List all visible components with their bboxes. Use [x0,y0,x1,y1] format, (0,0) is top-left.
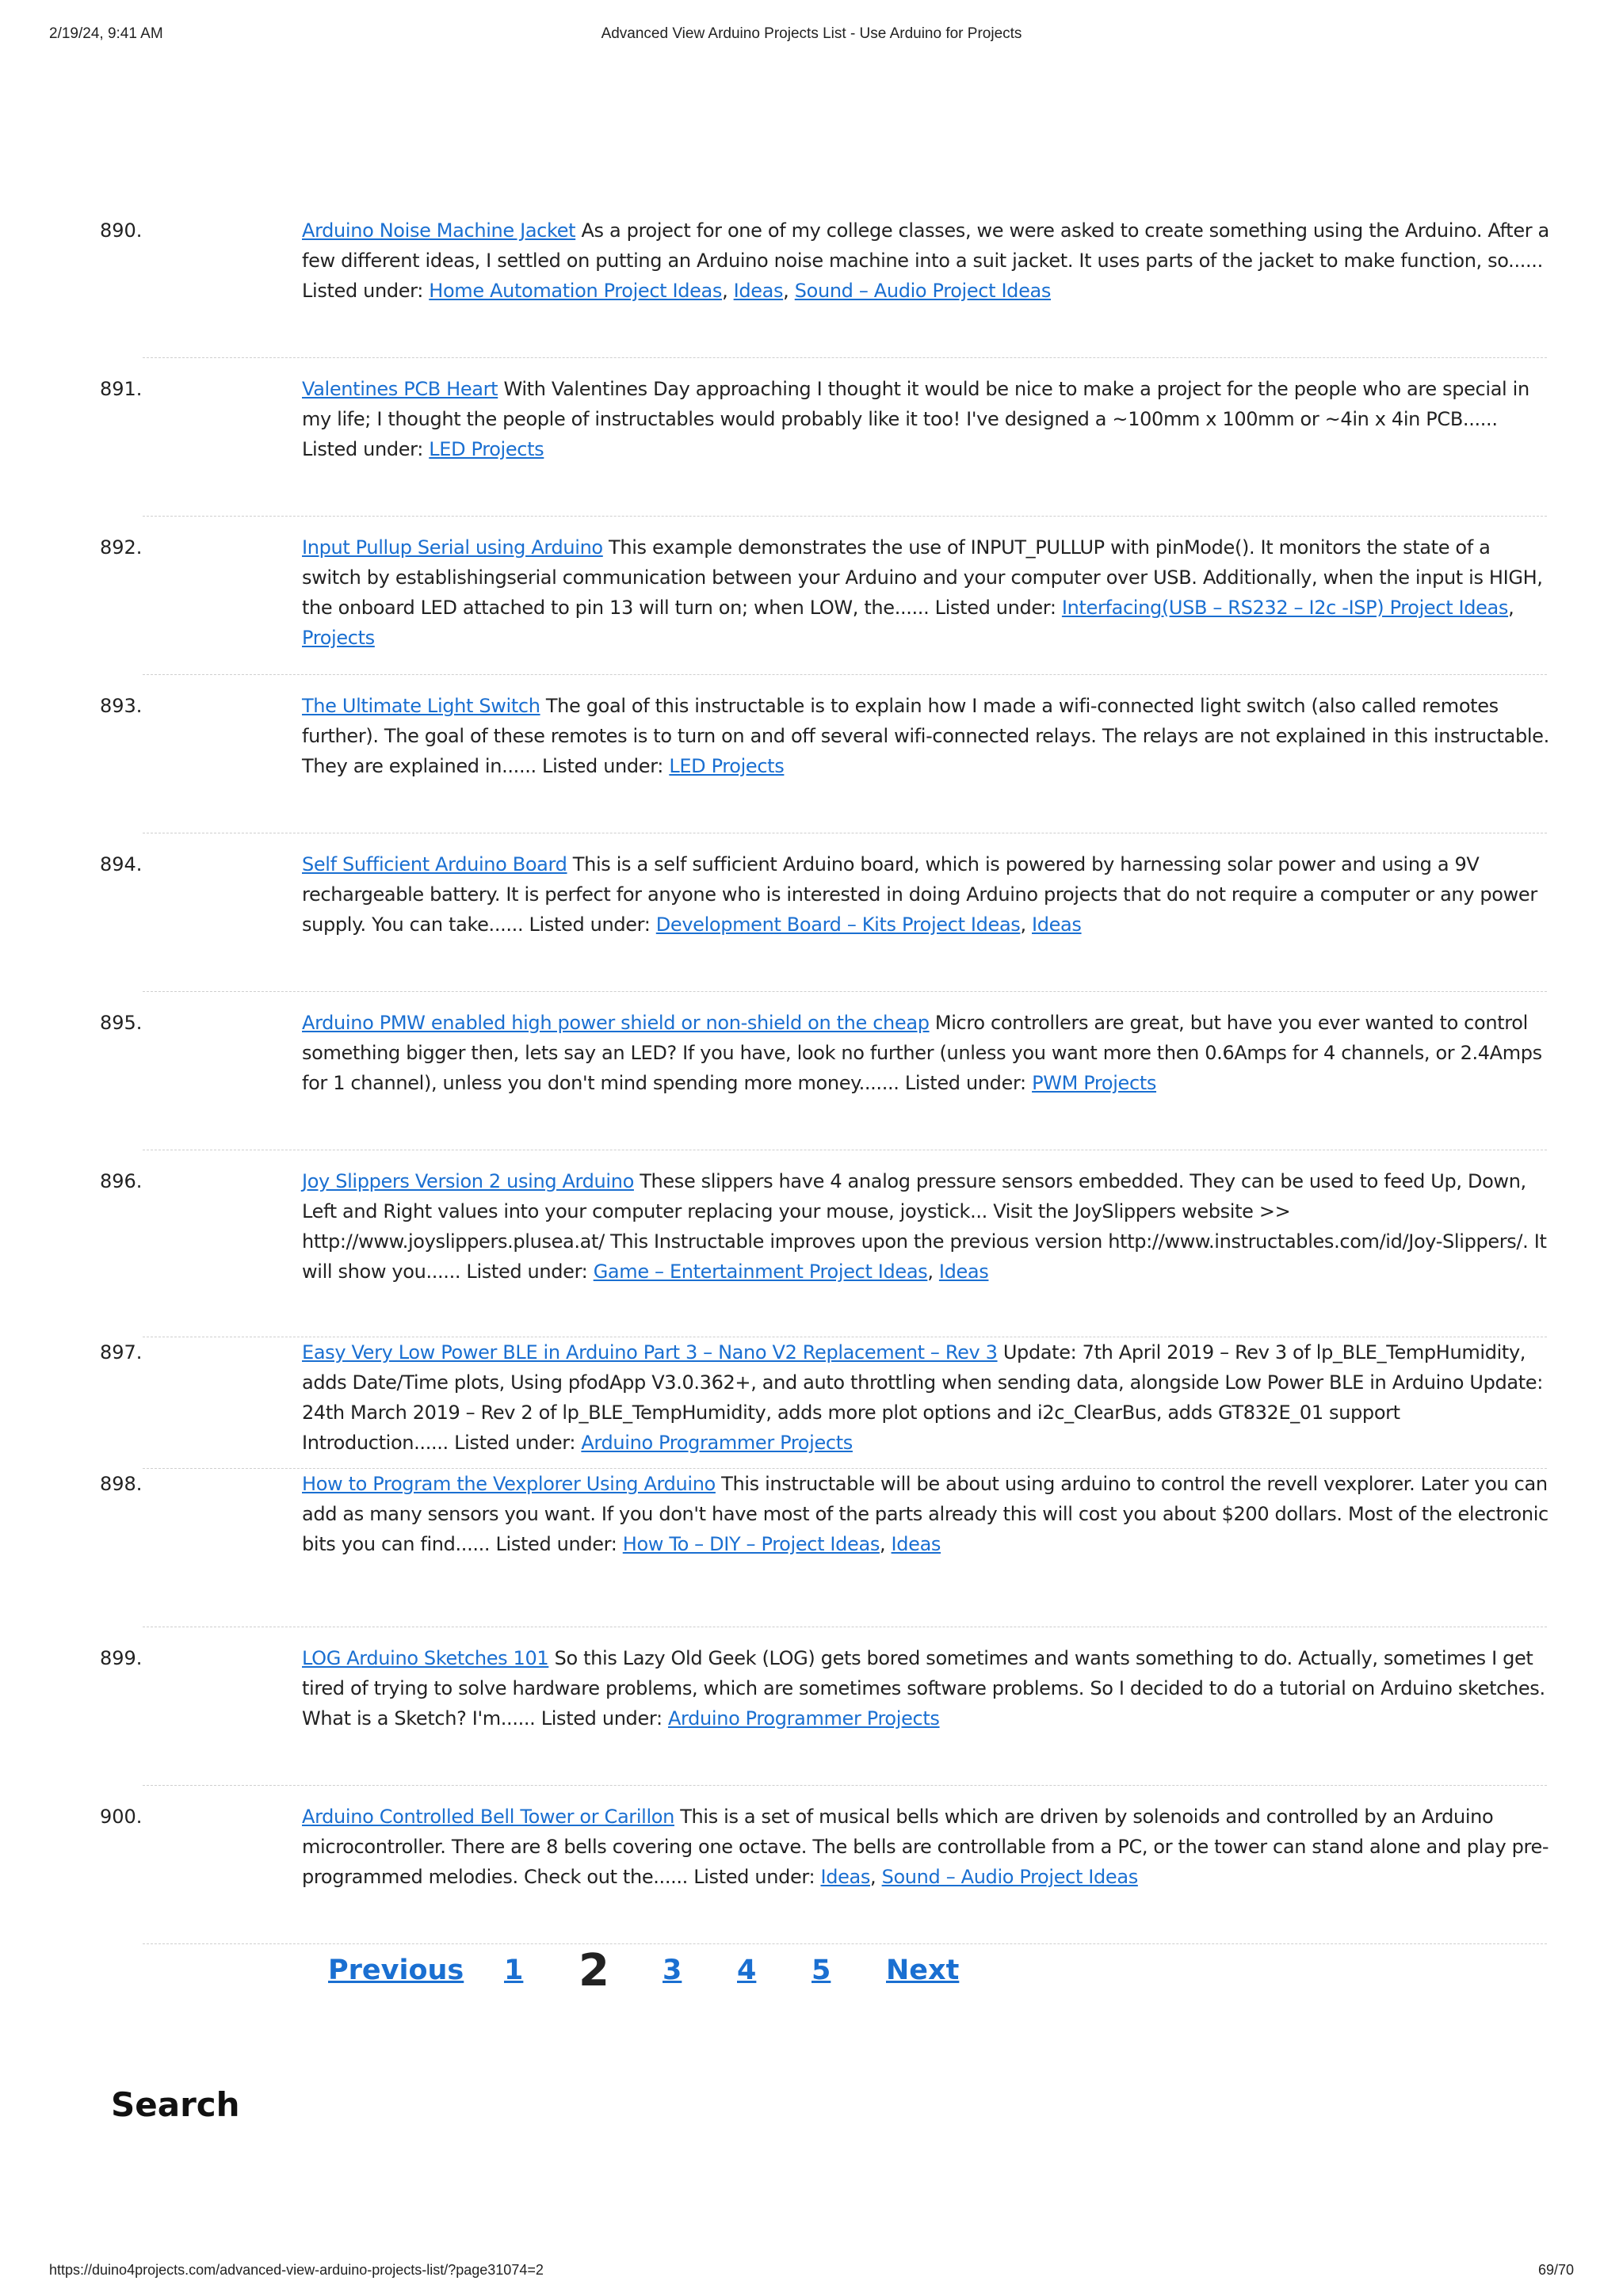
category-link[interactable]: Home Automation Project Ideas [429,280,723,302]
search-heading: Search [111,2085,240,2124]
separator [143,1943,1547,1944]
category-link[interactable]: Game – Entertainment Project Ideas [593,1261,928,1283]
category-link[interactable]: LED Projects [669,755,785,777]
item-body: Input Pullup Serial using Arduino This example demonstrates the use of INPUT_PULLUP with pinMode(). It monitors the state of a switch by establishingserial communication between your Arduino and your computer over USB. Additionally, when the input is HIGH, the onboard LED attached to pin 13 will turn on; when LOW, the...... Listed under: Interfacing(USB – RS232 – I2c -ISP) Project Ideas, Projects [302,536,1543,649]
print-footer [49,2262,1574,2286]
item-body: Arduino Noise Machine Jacket As a project for one of my college classes, we were asked to create something using the Arduino. After a few different ideas, I settled on putting an Arduino noise machine into a suit jacket. It uses parts of the jacket to make function, so...... Listed under: Home Automation Project Ideas, Ideas, Sound – Audio Project Ideas [302,219,1549,302]
category-link[interactable]: Arduino Programmer Projects [667,1707,940,1730]
item-body [302,1643,1550,1733]
category-link[interactable]: Sound – Audio Project Ideas [794,280,1051,302]
item-number: 892. [100,536,143,559]
print-page-title: Advanced View Arduino Projects List - Use Arduino for Projects [601,25,1022,42]
project-title-link[interactable]: LOG Arduino Sketches 101 [302,1647,549,1669]
list-item [0,675,1623,833]
project-title-link[interactable]: How to Program the Vexplorer Using Arduino [302,1473,716,1495]
item-number: 896. [100,1170,143,1192]
page-1-link[interactable]: 1 [504,1955,524,1986]
list-item [0,1469,1623,1627]
item-description: This is a self sufficient Arduino board, which is powered by harnessing solar power and using a 9V rechargeable battery. It is perfect for anyone who is interested in doing Arduino projects that do not require a computer or any power supply. You can take...... Listed under: [302,853,1537,936]
category-link[interactable]: LED Projects [429,438,544,460]
list-item [0,1627,1623,1786]
list-item [0,1786,1623,1944]
previous-page-link[interactable]: Previous [328,1955,464,1986]
list-item [0,517,1623,675]
list-item [0,200,1623,358]
item-body: Arduino Controlled Bell Tower or Carillon This is a set of musical bells which are driven by solenoids and controlled by an Arduino microcontroller. There are 8 bells covering one octave. The bells are controllable from a PC, or the tower can stand alone and play pre-programmed melodies. Check out the...... Listed under: Ideas, Sound – Audio Project Ideas [302,1806,1549,1888]
category-link[interactable]: Ideas [1032,913,1082,936]
item-number: 894. [100,853,143,875]
print-date: 2/19/24, 9:41 AM [49,25,163,42]
item-number: 895. [100,1012,143,1034]
project-title-link[interactable]: Arduino Controlled Bell Tower or Carillon [302,1806,674,1828]
item-description: The goal of this instructable is to explain how I made a wifi-connected light switch (also called remotes further). The goal of these remotes is to turn on and off several wifi-connected relays. The relays are not explained in this instructable. They are explained in...... Listed under: [302,695,1549,777]
project-title-link[interactable]: Input Pullup Serial using Arduino [302,536,603,559]
item-number: 897. [100,1341,143,1363]
project-title-link[interactable]: Easy Very Low Power BLE in Arduino Part 3 – Nano V2 Replacement – Rev 3 [302,1341,998,1363]
page-4-link[interactable]: 4 [737,1955,757,1986]
item-number: 898. [100,1473,143,1495]
item-body [302,1008,1550,1098]
project-title-link[interactable]: Valentines PCB Heart [302,378,498,400]
item-description: This instructable will be about using arduino to control the revell vexplorer. Later you can add as many sensors you want. If you don't have most of the parts already this will cost you about $200 dollars. Most of the electronic bits you can find...... Listed under: [302,1473,1549,1555]
list-item [0,992,1623,1150]
category-link[interactable]: How To – DIY – Project Ideas [622,1533,880,1555]
list-item [0,1150,1623,1337]
item-number: 893. [100,695,143,717]
pagination [0,1945,1623,2008]
item-body [302,691,1550,781]
list-item [0,1337,1623,1469]
category-link[interactable]: Interfacing(USB – RS232 – I2c -ISP) Project Ideas [1061,597,1509,619]
category-link[interactable]: Projects [302,627,375,649]
category-link[interactable]: Ideas [938,1261,989,1283]
project-title-link[interactable]: Self Sufficient Arduino Board [302,853,567,875]
project-title-link[interactable]: Arduino Noise Machine Jacket [302,219,576,242]
page-count: 69/70 [1537,2262,1574,2278]
list-item [0,358,1623,517]
item-number: 900. [100,1806,143,1828]
item-description: As a project for one of my college classes, we were asked to create something using the Arduino. After a few different ideas, I settled on putting an Arduino noise machine into a suit jacket. It uses parts of the jacket to make function, so...... Listed under: [302,219,1549,302]
category-link[interactable]: PWM Projects [1032,1072,1157,1094]
item-number: 890. [100,219,143,242]
print-header [49,25,1574,49]
item-number: 899. [100,1647,143,1669]
category-link[interactable]: Ideas [820,1866,871,1888]
item-body [302,374,1550,464]
next-page-link[interactable]: Next [886,1955,960,1986]
item-number: 891. [100,378,143,400]
item-description: Micro controllers are great, but have you ever wanted to control something bigger then, lets say an LED? If you have, look no further (unless you want more then 0.6Amps for 4 channels, or 2.4Amps for 1 channel), unless you don't mind spending more money....... Listed under: [302,1012,1542,1094]
page-3-link[interactable]: 3 [663,1955,682,1986]
category-link[interactable]: Ideas [891,1533,941,1555]
page-url: https://duino4projects.com/advanced-view-arduino-projects-list/?page31074=2 [49,2262,544,2278]
item-description: So this Lazy Old Geek (LOG) gets bored sometimes and wants something to do. Actually, sometimes I get tired of trying to solve hardware problems, which are sometimes software problems. So I decided to do a tutorial on Arduino sketches. What is a Sketch? I'm...... Listed under: [302,1647,1545,1730]
item-description: These slippers have 4 analog pressure sensors embedded. They can be used to feed Up, Down, Left and Right values into your computer replacing your mouse, joystick... Visit the JoySlippers website >> http://www.joyslippers.plusea.at/ This Instructable improves upon the previous version http://www.instructables.com/id/Joy-Slippers/. It will show you...... Listed under: [302,1170,1547,1283]
item-description: With Valentines Day approaching I thought it would be nice to make a project for the people who are special in my life; I thought the people of instructables would probably like it too! I've designed a ~100mm x 100mm or ~4in x 4in PCB...... Listed under: [302,378,1529,460]
page-5-link[interactable]: 5 [812,1955,831,1986]
item-description: Update: 7th April 2019 – Rev 3 of lp_BLE_TempHumidity, adds Date/Time plots, Using pfodApp V3.0.362+, and auto throttling when sending data, alongside Low Power BLE in Arduino Update: 24th March 2019 – Rev 2 of lp_BLE_TempHumidity, adds more plot options and i2c_ClearBus, adds GT832E_01 support Introduction...... Listed under: [302,1341,1543,1454]
item-body: Self Sufficient Arduino Board This is a self sufficient Arduino board, which is powered by harnessing solar power and using a 9V rechargeable battery. It is perfect for anyone who is interested in doing Arduino projects that do not require a computer or any power supply. You can take...... Listed under: Development Board – Kits Project Ideas, Ideas [302,853,1537,936]
item-description: This example demonstrates the use of INPUT_PULLUP with pinMode(). It monitors the state of a switch by establishingserial communication between your Arduino and your computer over USB. Additionally, when the input is HIGH, the onboard LED attached to pin 13 will turn on; when LOW, the...... Listed under: [302,536,1543,619]
category-link[interactable]: Sound – Audio Project Ideas [881,1866,1138,1888]
item-description: This is a set of musical bells which are driven by solenoids and controlled by an Arduino microcontroller. There are 8 bells covering one octave. The bells are controllable from a PC, or the tower can stand alone and play pre-programmed melodies. Check out the...... Listed under: [302,1806,1549,1888]
category-link[interactable]: Development Board – Kits Project Ideas [655,913,1021,936]
item-body: How to Program the Vexplorer Using Arduino This instructable will be about using arduino to control the revell vexplorer. Later you can add as many sensors you want. If you don't have most of the parts already this will cost you about $200 dollars. Most of the electronic bits you can find...... Listed under: How To – DIY – Project Ideas, Ideas [302,1473,1549,1555]
item-body: Joy Slippers Version 2 using Arduino These slippers have 4 analog pressure sensors embedded. They can be used to feed Up, Down, Left and Right values into your computer replacing your mouse, joystick... Visit the JoySlippers website >> http://www.joyslippers.plusea.at/ This Instructable improves upon the previous version http://www.instructables.com/id/Joy-Slippers/. It will show you...... Listed under: Game – Entertainment Project Ideas, Ideas [302,1170,1547,1283]
list-item [0,833,1623,992]
current-page: 2 [579,1945,609,1997]
item-body [302,1337,1550,1458]
project-title-link[interactable]: Arduino PMW enabled high power shield or non-shield on the cheap [302,1012,930,1034]
project-title-link[interactable]: Joy Slippers Version 2 using Arduino [302,1170,634,1192]
category-link[interactable]: Ideas [733,280,784,302]
project-title-link[interactable]: The Ultimate Light Switch [302,695,540,717]
project-list [0,200,1623,1944]
category-link[interactable]: Arduino Programmer Projects [581,1432,853,1454]
